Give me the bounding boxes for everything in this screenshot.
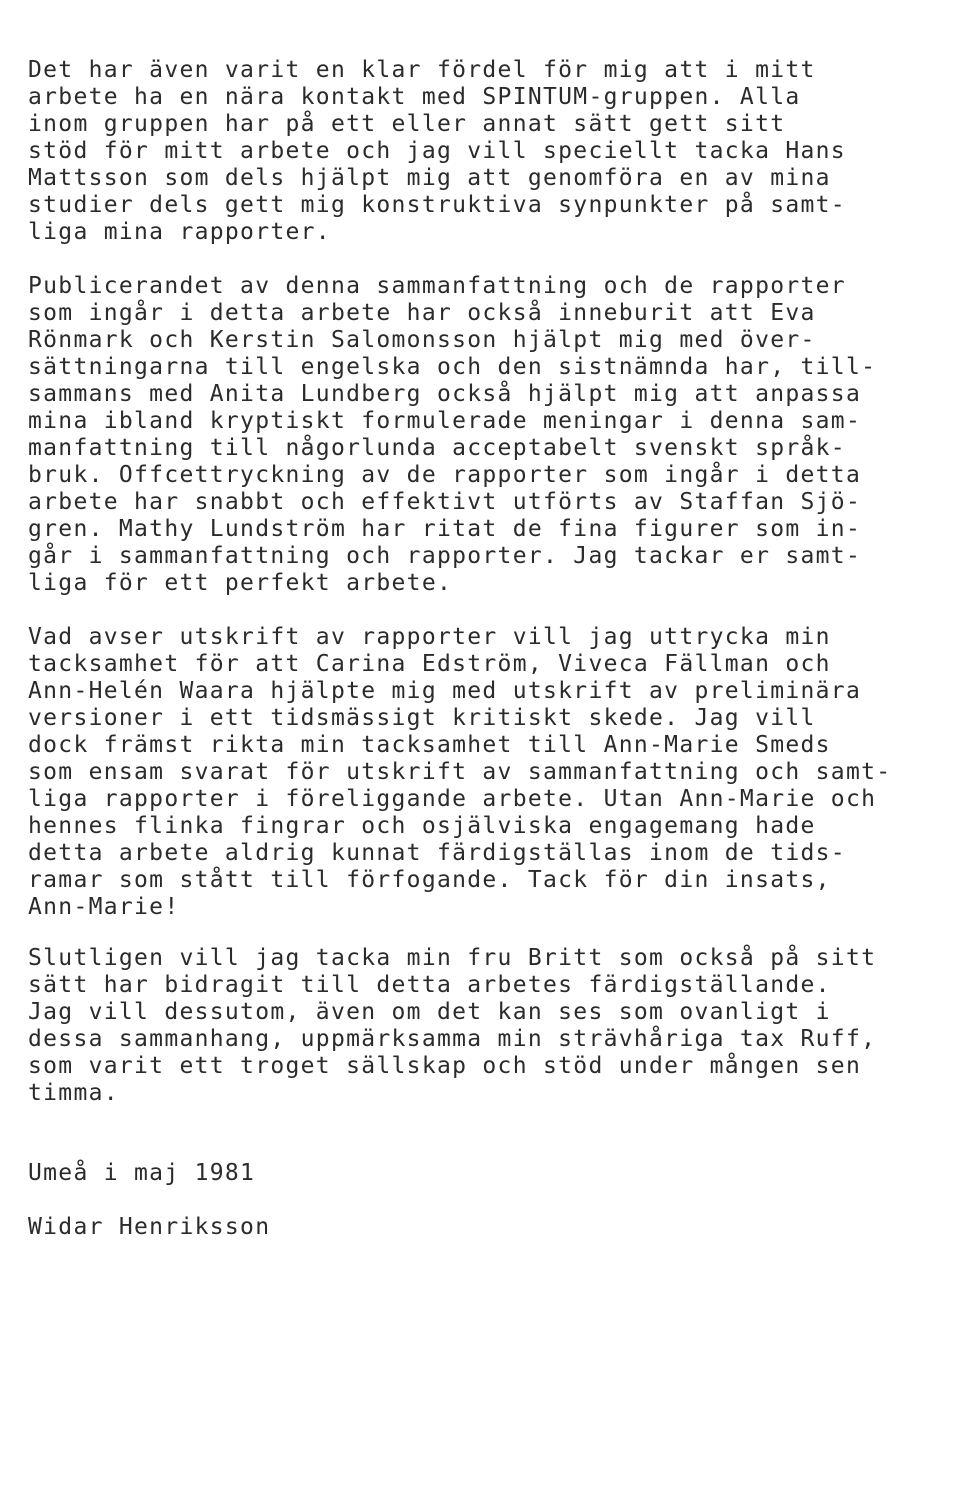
- paragraph-4-line: timma.: [28, 1080, 119, 1106]
- paragraph-2-line: mina ibland kryptiskt formulerade meningar i denna sam-: [28, 408, 862, 434]
- paragraph-2-line: Rönmark och Kerstin Salomonsson hjälpt mig med över-: [28, 327, 816, 353]
- paragraph-2-line: som ingår i detta arbete har också inneburit att Eva: [28, 300, 816, 326]
- signature-name: Widar Henriksson: [28, 1214, 271, 1240]
- paragraph-1-line: studier dels gett mig konstruktiva synpunkter på samt-: [28, 192, 846, 218]
- paragraph-4-line: sätt har bidragit till detta arbetes färdigställande.: [28, 972, 831, 998]
- paragraph-3-line: Vad avser utskrift av rapporter vill jag uttrycka min: [28, 624, 831, 650]
- paragraph-3-line: detta arbete aldrig kunnat färdigställas inom de tids-: [28, 840, 846, 866]
- paragraph-3-line: versioner i ett tidsmässigt kritiskt skede. Jag vill: [28, 705, 816, 731]
- paragraph-3-line: dock främst rikta min tacksamhet till Ann-Marie Smeds: [28, 732, 831, 758]
- paragraph-3-line: liga rapporter i föreliggande arbete. Utan Ann-Marie och: [28, 786, 877, 812]
- paragraph-1-line: Mattsson som dels hjälpt mig att genomföra en av mina: [28, 165, 831, 191]
- paragraph-3-line: ramar som stått till förfogande. Tack för din insats,: [28, 867, 831, 893]
- paragraph-2-line: sammans med Anita Lundberg också hjälpt mig att anpassa: [28, 381, 862, 407]
- paragraph-4-line: dessa sammanhang, uppmärksamma min strävhåriga tax Ruff,: [28, 1026, 877, 1052]
- paragraph-2-line: arbete har snabbt och effektivt utförts av Staffan Sjö-: [28, 489, 862, 515]
- paragraph-2-line: gren. Mathy Lundström har ritat de fina figurer som in-: [28, 516, 862, 542]
- paragraph-3-line: som ensam svarat för utskrift av sammanfattning och samt-: [28, 759, 892, 785]
- paragraph-2-line: manfattning till någorlunda acceptabelt svenskt språk-: [28, 435, 846, 461]
- paragraph-2-line: liga för ett perfekt arbete.: [28, 570, 453, 596]
- paragraph-3-line: Ann-Helén Waara hjälpte mig med utskrift av preliminära: [28, 678, 862, 704]
- paragraph-2-line: sättningarna till engelska och den sistnämnda har, till-: [28, 354, 877, 380]
- paragraph-1-line: liga mina rapporter.: [28, 219, 331, 245]
- paragraph-2-line: bruk. Offcettryckning av de rapporter som ingår i detta: [28, 462, 862, 488]
- paragraph-1-line: stöd för mitt arbete och jag vill speciellt tacka Hans: [28, 138, 846, 164]
- paragraph-2-line: går i sammanfattning och rapporter. Jag tackar er samt-: [28, 543, 862, 569]
- paragraph-4-line: Jag vill dessutom, även om det kan ses som ovanligt i: [28, 999, 831, 1025]
- paragraph-4-line: som varit ett troget sällskap och stöd under mången sen: [28, 1053, 862, 1079]
- paragraph-1-line: inom gruppen har på ett eller annat sätt gett sitt: [28, 111, 786, 137]
- place-date: Umeå i maj 1981: [28, 1160, 256, 1186]
- paragraph-3-line: hennes flinka fingrar och osjälviska engagemang hade: [28, 813, 816, 839]
- paragraph-3-line: tacksamhet för att Carina Edström, Viveca Fällman och: [28, 651, 831, 677]
- paragraph-3-line: Ann-Marie!: [28, 894, 180, 920]
- paragraph-1-line: arbete ha en nära kontakt med SPINTUM-gruppen. Alla: [28, 84, 801, 110]
- paragraph-2-line: Publicerandet av denna sammanfattning och de rapporter: [28, 273, 846, 299]
- paragraph-1-line: Det har även varit en klar fördel för mig att i mitt: [28, 57, 816, 83]
- paragraph-4-line: Slutligen vill jag tacka min fru Britt som också på sitt: [28, 945, 877, 971]
